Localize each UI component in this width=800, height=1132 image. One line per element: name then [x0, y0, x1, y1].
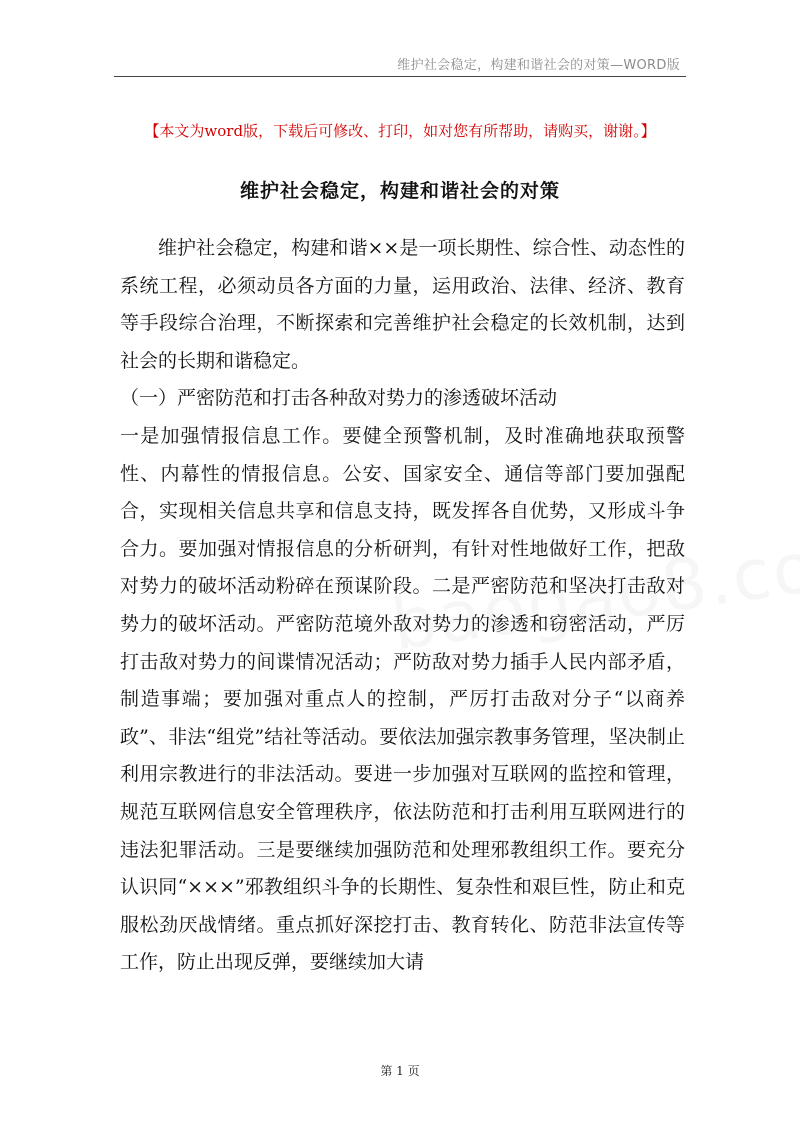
body-paragraph: 一是加强情报信息工作。要健全预警机制，及时准确地获取预警性、内幕性的情报信息。公安、国家安全、通信等部门要加强配合，实现相关信息共享和信息支持，既发挥各自优势，又形成斗争合力。要加强对情报信息的分析研判，有针对性地做好工作，把敌对势力的破坏活动粉碎在预谋阶段。二是严密防范和坚决打击敌对势力的破坏活动。严密防范境外敌对势力的渗透和窃密活动，严厉打击敌对势力的间谍情况活动；严防敌对势力插手人民内部矛盾，制造事端；要加强对重点人的控制，严厉打击敌对分子“以商养政”、非法“组党”结社等活动。要依法加强宗教事务管理，坚决制止利用宗教进行的非法活动。要进一步加强对互联网的监控和管理，规范互联网信息安全管理秩序，依法防范和打击利用互联网进行的违法犯罪活动。三是要继续加强防范和处理邪教组织工作。要充分认识同“×××”邪教组织斗争的长期性、复杂性和艰巨性，防止和克服松劲厌战情绪。重点抓好深挖打击、教育转化、防范非法宣传等工作，防止出现反弹，要继续加大请	[120, 424, 685, 974]
page-number: 第 1 页	[380, 1064, 420, 1078]
document-title: 维护社会稳定，构建和谐社会的对策	[239, 180, 560, 202]
intro-paragraph: 维护社会稳定，构建和谐××是一项长期性、综合性、动态性的系统工程，必须动员各方面的力量，运用政治、法律、经济、教育等手段综合治理，不断探索和完善维护社会稳定的长效机制，达到社会的长期和谐稳定。	[120, 237, 685, 372]
running-header: 维护社会稳定，构建和谐社会的对策—WORD版	[397, 58, 680, 73]
section-heading: （一）严密防范和打击各种敌对势力的渗透破坏活动	[120, 387, 558, 410]
document-body	[120, 230, 685, 982]
header-divider	[114, 76, 686, 77]
purchase-notice: 【本文为word版，下载后可修改、打印，如对您有所帮助，请购买，谢谢。】	[144, 122, 656, 140]
